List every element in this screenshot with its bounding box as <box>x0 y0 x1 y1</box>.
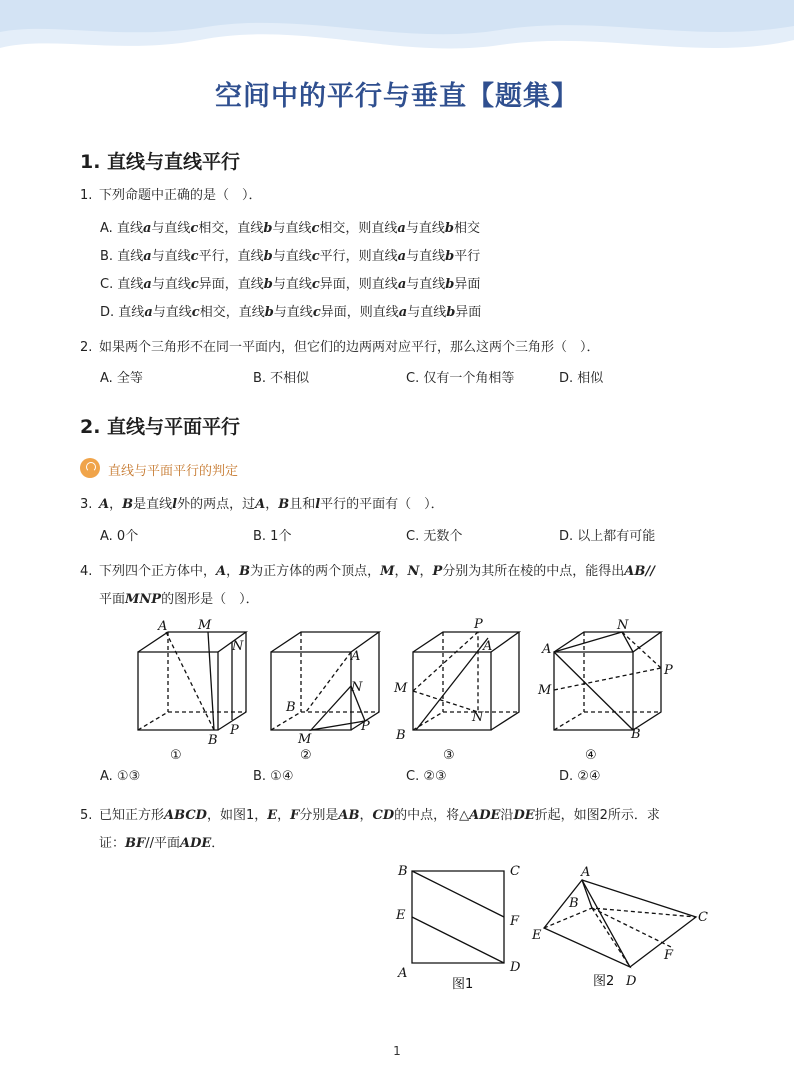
folded-figure-2 <box>544 880 696 967</box>
question-number: 1. <box>80 188 93 203</box>
question-stem: 如果两个三角形不在同一平面内，但它们的边两两对应平行，那么这两个三角形（ ）． <box>99 340 600 355</box>
cube3-label-n: N <box>472 710 484 725</box>
topic-tag-label: 直线与平面平行的判定 <box>108 464 239 479</box>
cube4-label-b: B <box>631 727 641 742</box>
q2-option-b: B. 不相似 <box>253 371 310 386</box>
fig2-caption: 图2 <box>593 974 615 989</box>
cube4-label-p: P <box>664 663 673 678</box>
fig1-label-e: E <box>396 908 406 923</box>
q2-option-a: A. 全等 <box>100 371 143 386</box>
q4-option-b: B. ①④ <box>253 769 294 784</box>
q2-option-d: D. 相似 <box>559 371 604 386</box>
fig2-label-a: A <box>581 865 591 880</box>
cube1-label-a: A <box>158 619 168 634</box>
cube-figure-1 <box>138 632 246 730</box>
question-stem: 下列命题中正确的是（ ）． <box>99 188 262 203</box>
cube3-label-b: B <box>396 728 406 743</box>
question-stem-line-2: 平面MNP的图形是（ ）． <box>99 592 259 607</box>
figure-label-2: ② <box>300 748 312 763</box>
cube2-label-b: B <box>286 700 296 715</box>
cube2-label-a: A <box>351 649 361 664</box>
q3-option-a: A. 0个 <box>100 529 139 544</box>
cube4-label-a: A <box>542 642 552 657</box>
question-stem: A，B是直线l外的两点，过A，B且和l平行的平面有（ ）． <box>99 497 444 512</box>
cube4-label-m: M <box>538 683 552 698</box>
question-number: 3. <box>80 497 93 512</box>
fig1-label-f: F <box>510 914 520 929</box>
document-title: 空间中的平行与垂直【题集】 <box>215 81 579 112</box>
q2-option-c: C. 仅有一个角相等 <box>406 371 515 386</box>
cube2-label-n: N <box>351 680 363 695</box>
question-stem-line-1: 已知正方形ABCD，如图1，E，F分别是AB，CD的中点，将△ADE沿DE折起，如图2所示．求 <box>99 808 660 823</box>
square-figure-1 <box>412 871 504 963</box>
cube4-label-n: N <box>617 618 629 633</box>
question-number: 5. <box>80 808 93 823</box>
cube1-label-m: M <box>198 618 212 633</box>
section-title-2: 2. 直线与平面平行 <box>80 416 241 438</box>
q1-option-a: A. 直线a与直线c相交，直线b与直线c相交，则直线a与直线b相交 <box>100 221 480 236</box>
q4-option-a: A. ①③ <box>100 769 141 784</box>
question-number: 2. <box>80 340 93 355</box>
cube2-label-p: P <box>361 719 370 734</box>
fig2-label-c: C <box>698 910 708 925</box>
header-wave-banner <box>0 0 794 62</box>
fig2-label-b: B <box>569 896 579 911</box>
fig1-label-c: C <box>510 864 520 879</box>
fig1-label-a: A <box>398 966 408 981</box>
lightbulb-icon <box>80 458 100 478</box>
cube3-label-p: P <box>474 617 483 632</box>
cube-figure-4 <box>554 632 661 730</box>
q4-option-d: D. ②④ <box>559 769 601 784</box>
q1-option-b: B. 直线a与直线c平行，直线b与直线c平行，则直线a与直线b平行 <box>100 249 481 264</box>
question-number: 4. <box>80 564 93 579</box>
section-title-1: 1. 直线与直线平行 <box>80 151 241 173</box>
q3-option-d: D. 以上都有可能 <box>559 529 656 544</box>
fig1-label-b: B <box>398 864 408 879</box>
q1-option-d: D. 直线a与直线c相交，直线b与直线c异面，则直线a与直线b异面 <box>100 305 482 320</box>
fig2-label-e: E <box>532 928 542 943</box>
cube3-label-a: A <box>483 639 493 654</box>
q4-option-c: C. ②③ <box>406 769 447 784</box>
cube1-label-p: P <box>230 723 239 738</box>
q3-option-c: C. 无数个 <box>406 529 463 544</box>
cube-figure-2 <box>271 632 379 730</box>
page-number: 1 <box>393 1044 401 1058</box>
cube1-label-n: N <box>232 639 244 654</box>
question-stem-line-2: 证：BF//平面ADE． <box>99 836 225 851</box>
q1-option-c: C. 直线a与直线c异面，直线b与直线c异面，则直线a与直线b异面 <box>100 277 481 292</box>
cube3-label-m: M <box>394 681 408 696</box>
question-stem-line-1: 下列四个正方体中，A，B为正方体的两个顶点，M，N，P分别为其所在棱的中点，能得出AB// <box>99 564 655 579</box>
cube1-label-b: B <box>208 733 218 748</box>
q3-option-b: B. 1个 <box>253 529 292 544</box>
fig1-caption: 图1 <box>452 977 474 992</box>
figure-label-1: ① <box>170 748 182 763</box>
fig1-label-d: D <box>510 960 521 975</box>
square-fold-figures <box>386 855 726 1000</box>
cube2-label-m: M <box>298 732 312 747</box>
figure-label-3: ③ <box>443 748 455 763</box>
cube-figures <box>128 612 688 764</box>
fig2-label-d: D <box>626 974 637 989</box>
fig2-label-f: F <box>664 948 674 963</box>
cube-figure-3 <box>413 632 519 730</box>
figure-label-4: ④ <box>585 748 597 763</box>
